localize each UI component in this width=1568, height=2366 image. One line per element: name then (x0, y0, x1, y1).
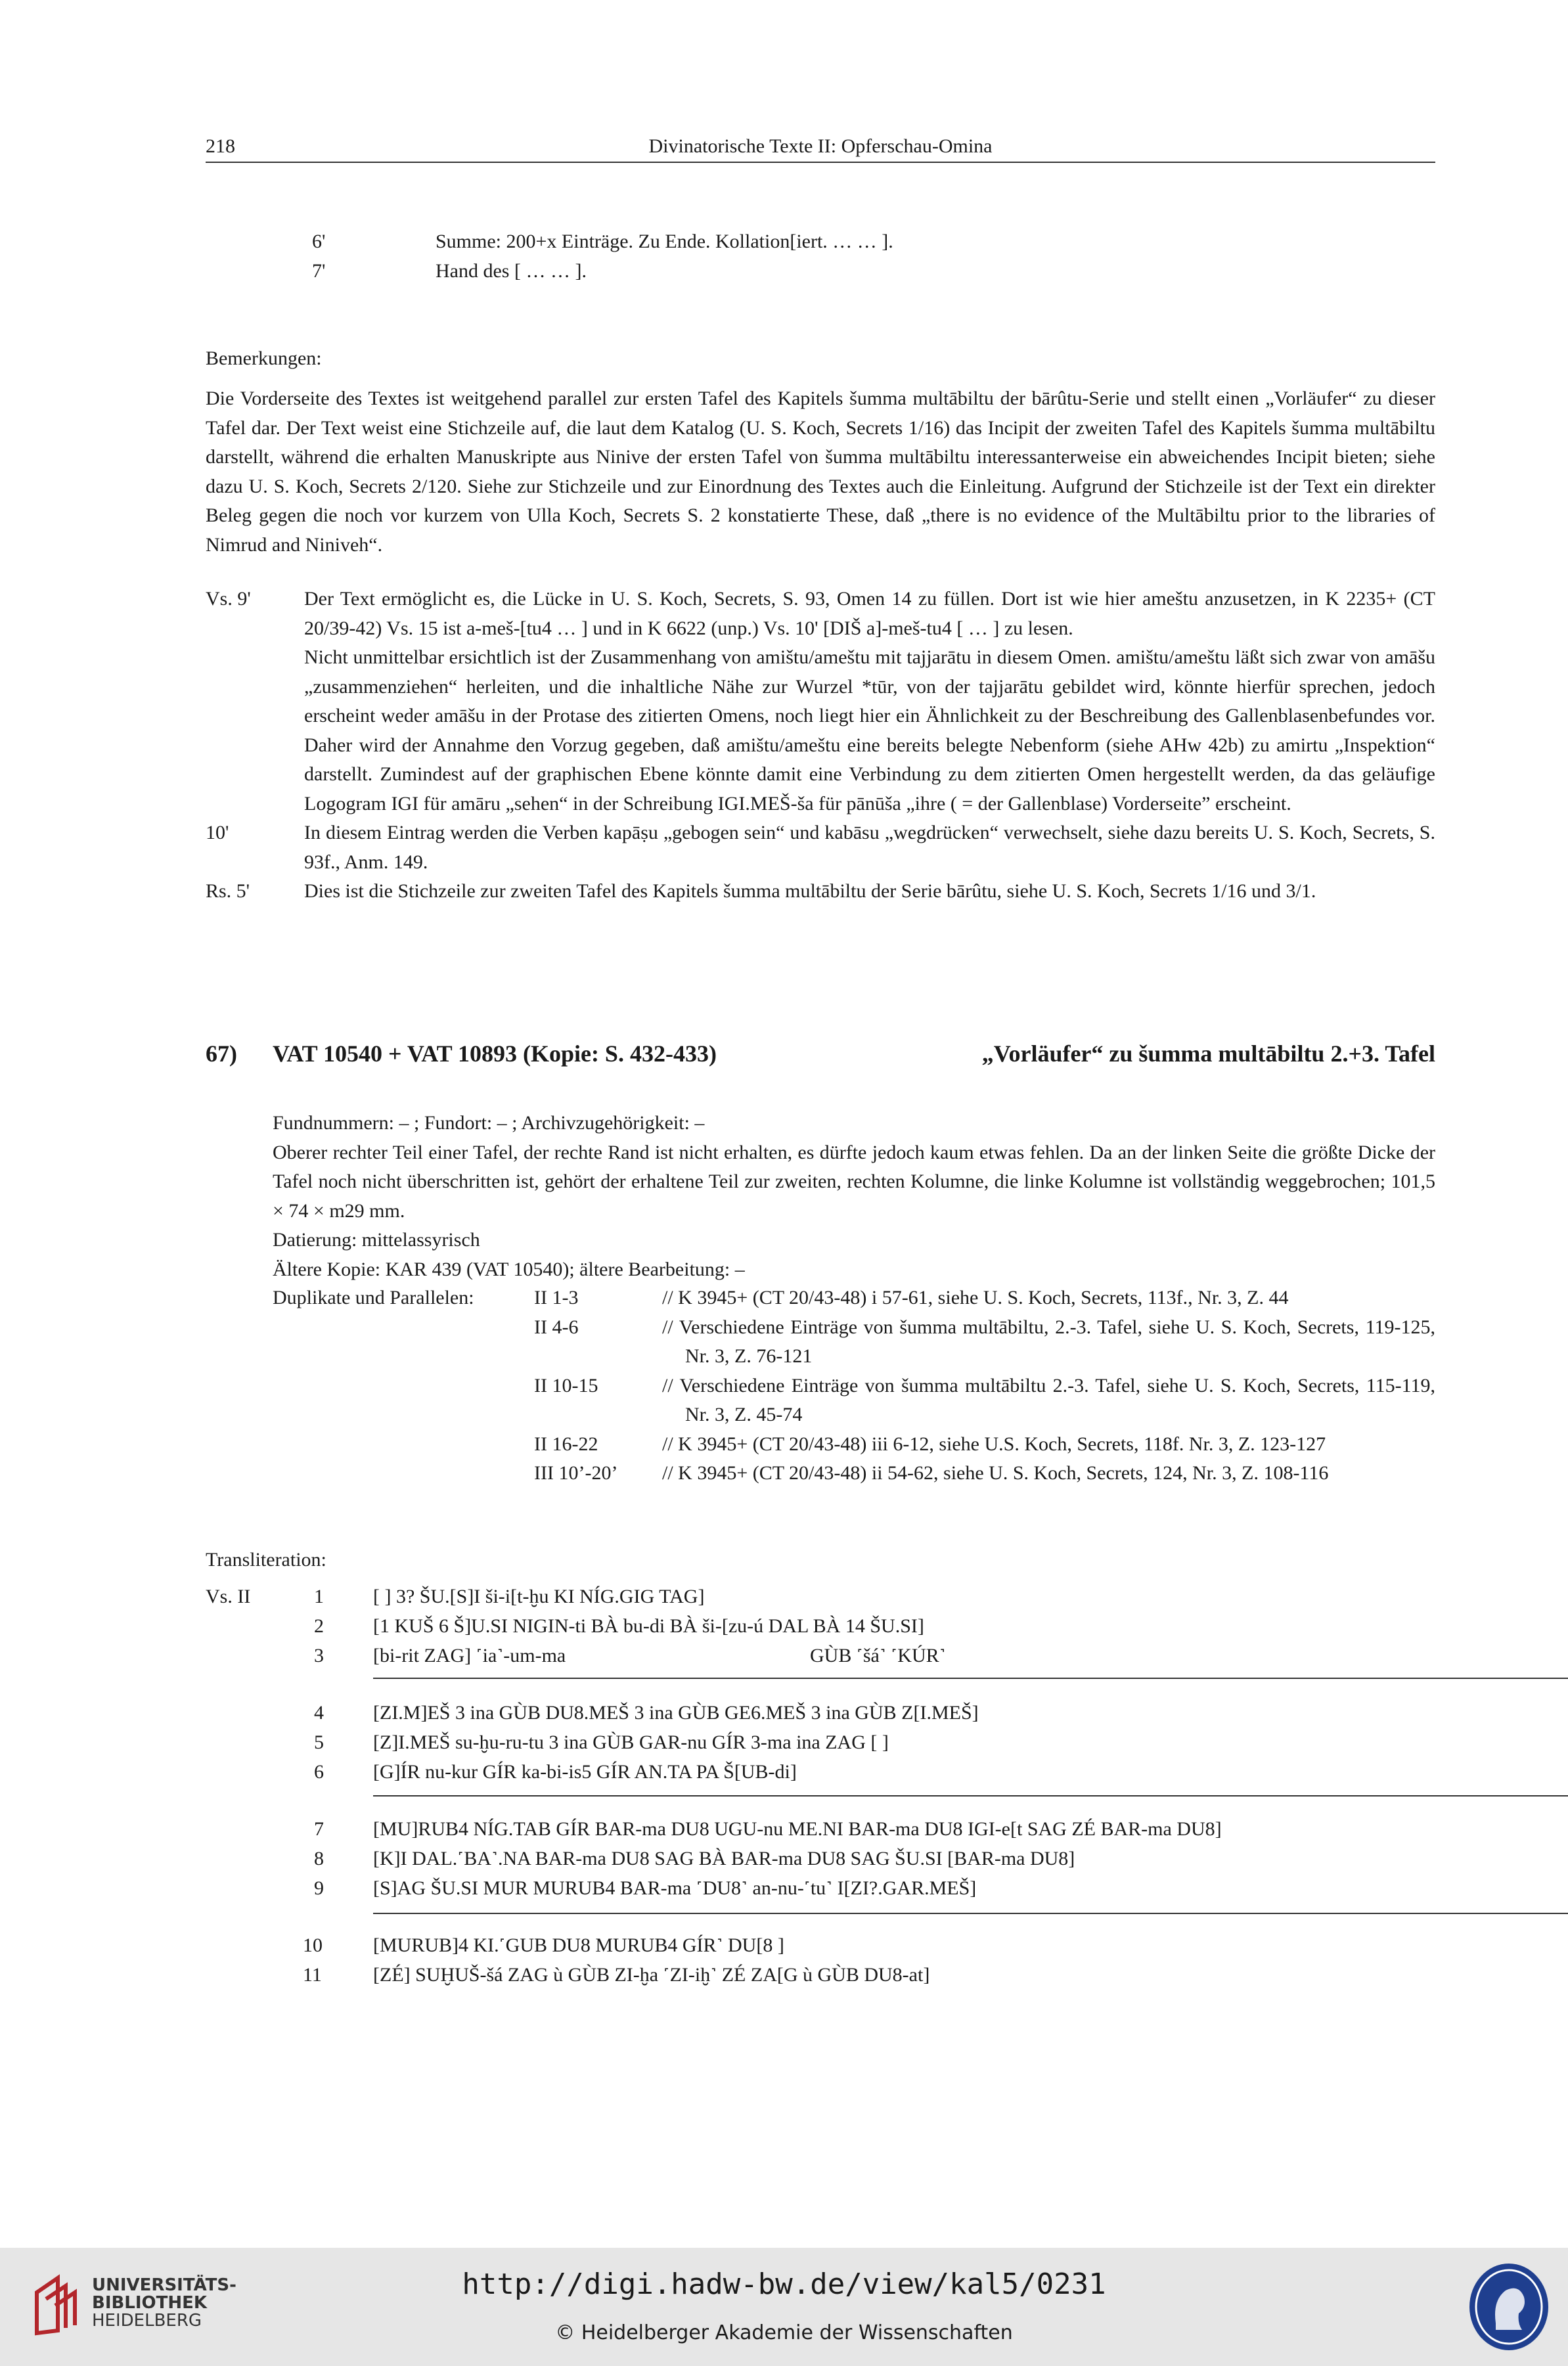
duplicate-row (534, 1430, 1435, 1460)
translit-line (206, 1698, 1435, 1728)
description-paragraph: Oberer rechter Teil einer Tafel, der rechte Rand ist nicht erhalten, es dürfte jedoch kaum etwas fehlen. Da an der linken Seite die größte Dicke der Tafel noch nicht überschritten ist, gehört der erhaltene Teil zur zweiten, rechten Kolumne, die linke Kolumne ist vollständig weggebrochen; 101,5 × 74 × m29 mm. (273, 1141, 1435, 1222)
line-number: 2 (314, 1615, 324, 1637)
description-line: Ältere Kopie: KAR 439 (VAT 10540); ältere Bearbeitung: – (273, 1258, 745, 1280)
library-name-line: BIBLIOTHEK (92, 2293, 208, 2313)
running-header (206, 130, 1435, 163)
translit-line (206, 1641, 1435, 1670)
colophon (206, 227, 1435, 286)
translit-line (206, 1728, 1435, 1757)
duplicate-row (534, 1372, 1435, 1430)
line-text: [Z]I.MEŠ su-ḫu-ru-tu 3 ina GÙB GAR-nu GÍR 3-ma ina ZAG [ ] (373, 1731, 889, 1753)
note-text: Dies ist die Stichzeile zur zweiten Tafel des Kapitels šumma multābiltu der Serie bārûtu, siehe U. S. Koch, Secrets 1/16 und 3/1. (304, 880, 1316, 902)
line-text: Summe: 200+x Einträge. Zu Ende. Kollation[iert. … … ]. (436, 231, 893, 252)
translit-line (206, 1873, 1435, 1903)
line-text: [S]AG ŠU.SI MUR MURUB4 BAR-ma ˹DU8˺ an-nu-˹tu˺ I[ZI?.GAR.MEŠ] (373, 1877, 977, 1899)
duplicate-lines: II 10-15 (534, 1374, 598, 1396)
page-number: 218 (206, 135, 235, 157)
duplicate-text: // K 3945+ (CT 20/43-48) iii 6-12, siehe U.S. Koch, Secrets, 118f. Nr. 3, Z. 123-127 (662, 1433, 1326, 1455)
note-ref: 10' (206, 822, 229, 843)
line-text: [ZI.M]EŠ 3 ina GÙB DU8.MEŠ 3 ina GÙB GE6.MEŠ 3 ina GÙB Z[I.MEŠ] (373, 1702, 979, 1724)
line-text: [MU]RUB4 NÍG.TAB GÍR BAR-ma DU8 UGU-nu ME.NI BAR-ma DU8 IGI-e[t SAG ZÉ BAR-ma DU8] (373, 1818, 1222, 1840)
translit-line (206, 1960, 1435, 1990)
translit-line (206, 1931, 1435, 1960)
note-ref: Vs. 9' (206, 588, 251, 610)
description (273, 1109, 1435, 1284)
translit-title: Transliteration: (206, 1549, 326, 1571)
duplicate-text: // Verschiedene Einträge von šumma multābiltu, 2.-3. Tafel, siehe U. S. Koch, Secrets, 119-125, Nr. 3, Z. 76-121 (662, 1316, 1435, 1367)
duplicate-text: // K 3945+ (CT 20/43-48) i 57-61, siehe U. S. Koch, Secrets, 113f., Nr. 3, Z. 44 (662, 1287, 1289, 1308)
line-text: [MURUB]4 KI.˹GUB DU8 MURUB4 GÍR˺ DU[8 ] (373, 1934, 784, 1956)
line-text-right: GÙB ˹šá˺ ˹KÚR˺ (810, 1645, 946, 1666)
duplicate-row (534, 1283, 1435, 1313)
running-title: Divinatorische Texte II: Opferschau-Omina (648, 135, 993, 157)
line-text: [K]I DAL.˹BA˺.NA BAR-ma DU8 SAG BÀ BAR-ma DU8 SAG ŠU.SI [BAR-ma DU8] (373, 1848, 1075, 1869)
line-number: 8 (314, 1848, 324, 1869)
translit-line (206, 1757, 1435, 1787)
line-number: 6 (314, 1761, 324, 1783)
duplicates-label: Duplikate und Parallelen: (273, 1287, 474, 1308)
duplicate-text: // K 3945+ (CT 20/43-48) ii 54-62, siehe U. S. Koch, Secrets, 124, Nr. 3, Z. 108-116 (662, 1462, 1329, 1484)
line-text: Hand des [ … … ]. (436, 260, 587, 282)
note (206, 643, 1435, 818)
section-divider (373, 1678, 1568, 1679)
colophon-line (206, 256, 1435, 286)
line-number: 10 (303, 1934, 323, 1956)
line-number: 4 (314, 1702, 324, 1724)
line-number: 5 (314, 1731, 324, 1753)
academy-seal-icon (1466, 2261, 1552, 2353)
line-text: [ZÉ] SUḪUŠ-šá ZAG ù GÙB ZI-ḫa ˹ZI-iḫ˺ ZÉ ZA[G ù GÙB DU8-at] (373, 1964, 930, 1986)
duplicate-lines: II 4-6 (534, 1316, 579, 1338)
permalink-url[interactable]: http://digi.hadw-bw.de/view/kal5/0231 (462, 2267, 1106, 2301)
translit-line (206, 1814, 1435, 1844)
line-text: [ ] 3? ŠU.[S]I ši-i[t-ḫu KI NÍG.GIG TAG] (373, 1586, 705, 1607)
transliteration (206, 1582, 1435, 1990)
note-ref: Rs. 5' (206, 880, 250, 902)
note-text: Nicht unmittelbar ersichtlich ist der Zusammenhang von amištu/ameštu mit tajjarātu in diesem Omen. amištu/ameštu läßt sich zwar von amāšu „zusammenziehen“ herleiten, und die inhaltliche Nähe zur Wurzel *tūr, von der tajjarātu gebildet wird, könnte hierfür sprechen, jedoch erscheint weder amāšu in der Protase des zitierten Omens, noch liegt hier ein Ähnlichkeit zu der Beschreibung des Gallenblasenbefundes vor. Daher wird der Annahme den Vorzug gegeben, daß amištu/ameštu eine bereits belegte Nebenform (siehe AHw 42b) zu amirtu „Inspektion“ darstellt. Zumindest auf der graphischen Ebene könnte damit eine Verbindung zu dem zitierten Omen hergestellt werden, da das geläufige Logogram IGI für amāru „sehen“ in der Schreibung IGI.MEŠ-ša für pānūša „ihre ( = der Gallenblase) Vorderseite” erscheint. (304, 646, 1435, 815)
library-name-line: HEIDELBERG (92, 2311, 202, 2331)
translit-line (206, 1582, 1435, 1611)
line-text: [G]ÍR nu-kur GÍR ka-bi-is5 GÍR AN.TA PA Š[UB-di] (373, 1761, 797, 1783)
section-divider (373, 1913, 1568, 1914)
duplicates-table (273, 1283, 1435, 1488)
note-text: In diesem Eintrag werden die Verben kapāṣu „gebogen sein“ und kabāsu „wegdrücken“ verwechselt, siehe dazu bereits U. S. Koch, Secrets, S. 93f., Anm. 149. (304, 822, 1435, 873)
duplicate-text: // Verschiedene Einträge von šumma multābiltu 2.-3. Tafel, siehe U. S. Koch, Secrets, 115-119, Nr. 3, Z. 45-74 (662, 1374, 1435, 1425)
line-number: 7' (312, 260, 326, 282)
section-subtitle: „Vorläufer“ zu šumma multābiltu 2.+3. Tafel (981, 1040, 1435, 1067)
column-label: Vs. II (206, 1586, 251, 1607)
note (206, 818, 1435, 877)
note (206, 877, 1435, 906)
duplicate-row (534, 1459, 1435, 1488)
duplicate-lines: II 1-3 (534, 1287, 579, 1308)
section-number: 67) (206, 1040, 237, 1067)
description-line: Fundnummern: – ; Fundort: – ; Archivzugehörigkeit: – (273, 1112, 705, 1134)
line-text: [bi-rit ZAG] ˹ia˺-um-ma (373, 1645, 566, 1666)
duplicate-lines: III 10’-20’ (534, 1462, 618, 1484)
remarks-paragraph: Die Vorderseite des Textes ist weitgehend parallel zur ersten Tafel des Kapitels šumma multābiltu der bārûtu-Serie und stellt einen „Vorläufer“ zu dieser Tafel dar. Der Text weist eine Stichzeile auf, die laut dem Katalog (U. S. Koch, Secrets 1/16) das Incipit der zweiten Tafel des Kapitels šumma multābiltu darstellt, während die erhalten Manuskripte aus Ninive der ersten Tafel von šumma multābiltu interessanterweise ein abweichendes Incipit bieten; siehe dazu U. S. Koch, Secrets 2/120. Siehe zur Stichzeile und zur Einordnung des Textes auch die Einleitung. Aufgrund der Stichzeile ist der Text ein direkter Beleg gegen die noch vor kurzem von Ulla Koch, Secrets S. 2 konstatierte These, daß „there is no evidence of the Multābiltu prior to the libraries of Nimrud and Niniveh“. (206, 388, 1435, 556)
copyright-notice: © Heidelberger Akademie der Wissenschaften (555, 2321, 1013, 2344)
line-number: 1 (314, 1586, 324, 1607)
colophon-line (206, 227, 1435, 256)
line-number: 11 (303, 1964, 322, 1986)
line-number: 9 (314, 1877, 324, 1899)
section-title: VAT 10540 + VAT 10893 (Kopie: S. 432-433) (273, 1040, 717, 1067)
translit-line (206, 1611, 1435, 1641)
note (206, 585, 1435, 643)
remarks-title: Bemerkungen: (206, 347, 322, 369)
description-line: Datierung: mittelassyrisch (273, 1229, 480, 1251)
digitization-footer (0, 2248, 1568, 2366)
library-name-line: UNIVERSITÄTS- (92, 2275, 236, 2295)
line-number: 3 (314, 1645, 324, 1666)
note-text: Der Text ermöglicht es, die Lücke in U. S. Koch, Secrets, S. 93, Omen 14 zu füllen. Dort ist wie hier ameštu anzusetzen, in K 2235+ (CT 20/39-42) Vs. 15 ist a-meš-[tu4 … ] und in K 6622 (unp.) Vs. 10' [DIŠ a]-meš-tu4 [ … ] zu lesen. (304, 588, 1435, 639)
duplicate-row (534, 1313, 1435, 1372)
line-number: 6' (312, 231, 326, 252)
translit-line (206, 1844, 1435, 1873)
line-text: [1 KUŠ 6 Š]U.SI NIGIN-ti BÀ bu-di BÀ ši-[zu-ú DAL BÀ 14 ŠU.SI] (373, 1615, 924, 1637)
section-divider (373, 1795, 1568, 1797)
line-number: 7 (314, 1818, 324, 1840)
duplicate-lines: II 16-22 (534, 1433, 598, 1455)
notes (206, 585, 1435, 906)
